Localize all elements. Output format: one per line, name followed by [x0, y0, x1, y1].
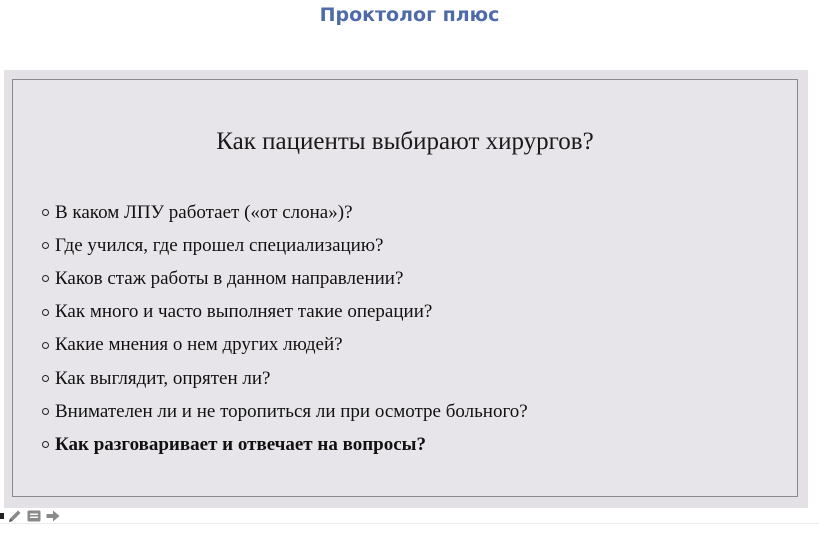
- bullet-item: [42, 229, 528, 262]
- bullet-circle-icon: [42, 342, 49, 349]
- pen-icon[interactable]: [7, 508, 23, 524]
- bullet-circle-icon: [42, 309, 49, 316]
- bullet-item: [42, 329, 528, 362]
- slide-toolbar: [0, 508, 61, 524]
- bullet-text: Какие мнения о нем других людей?: [55, 334, 343, 356]
- bullet-text: Каков стаж работы в данном направлении?: [55, 267, 404, 289]
- bullet-item: [42, 196, 528, 229]
- bullet-list: [42, 196, 528, 462]
- slide: [12, 79, 798, 497]
- bullet-text: Как много и часто выполняет такие операции?: [55, 301, 433, 323]
- next-arrow-icon[interactable]: [45, 508, 61, 524]
- bullet-item: [42, 296, 528, 329]
- slide-viewer: [4, 70, 808, 508]
- site-title: Проктолог плюс: [319, 4, 500, 26]
- bullet-item: [42, 428, 528, 461]
- bullet-item: [42, 395, 528, 428]
- bullet-text: В каком ЛПУ работает («от слона»)?: [55, 201, 353, 223]
- bullet-circle-icon: [42, 441, 49, 448]
- bullet-item: [42, 262, 528, 295]
- toolbar-handle-icon: [0, 513, 4, 519]
- bullet-circle-icon: [42, 242, 49, 249]
- bullet-text: Как выглядит, опрятен ли?: [55, 367, 271, 389]
- slide-heading: Как пациенты выбирают хирургов?: [216, 128, 594, 155]
- bullet-circle-icon: [42, 209, 49, 216]
- bullet-circle-icon: [42, 275, 49, 282]
- bullet-text: Где учился, где прошел специализацию?: [55, 234, 384, 256]
- bullet-circle-icon: [42, 408, 49, 415]
- divider: [0, 523, 819, 524]
- slide-menu-icon[interactable]: [26, 508, 42, 524]
- bullet-item: [42, 362, 528, 395]
- bullet-text: Как разговаривает и отвечает на вопросы?: [55, 433, 427, 455]
- bullet-circle-icon: [42, 375, 49, 382]
- bullet-text: Внимателен ли и не торопиться ли при осмотре больного?: [55, 400, 528, 422]
